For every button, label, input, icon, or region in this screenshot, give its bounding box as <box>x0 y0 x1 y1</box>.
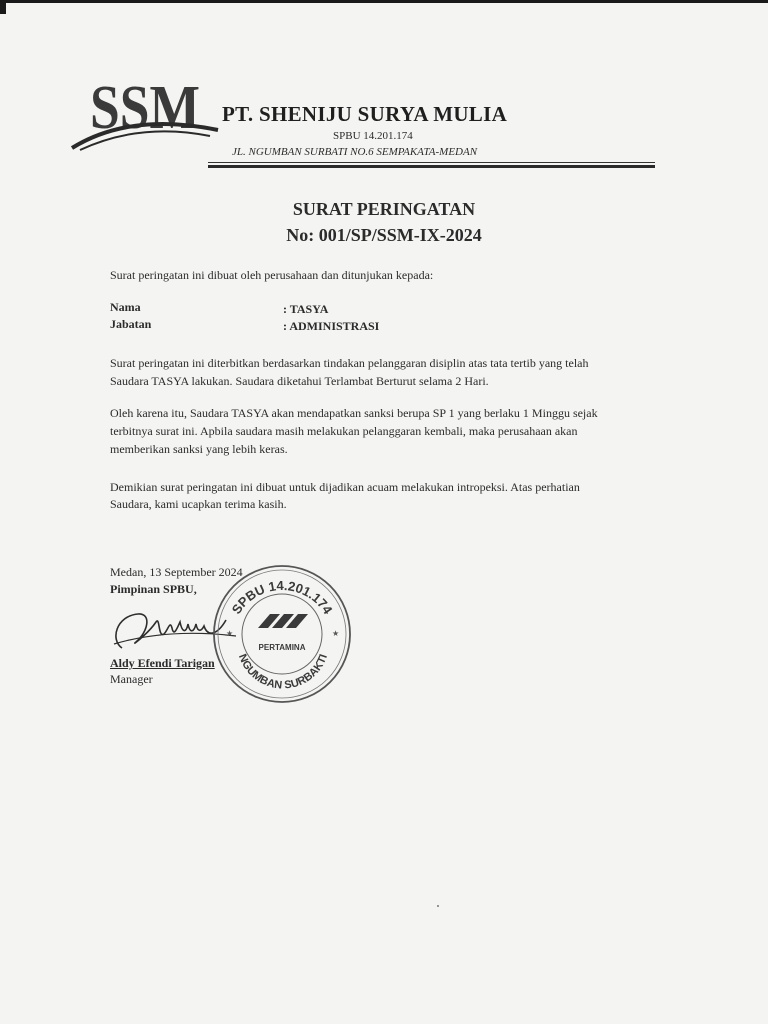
paragraph-violation-line1: Surat peringatan ini diterbitkan berdasarkan tindakan pelanggaran disiplin atas tata tertib yang telah <box>110 356 589 370</box>
company-logo <box>70 70 220 155</box>
paragraph-closing-line2: Saudara, kami ucapkan terima kasih. <box>110 497 287 511</box>
company-stamp <box>210 562 355 707</box>
letter-title: SURAT PERINGATAN <box>292 199 476 219</box>
name-label: Nama <box>110 300 141 314</box>
signer-role: Pimpinan SPBU, <box>110 582 197 596</box>
scan-mark <box>0 0 6 14</box>
stamp-star-left: ★ <box>226 629 234 638</box>
position-value: : ADMINISTRASI <box>283 319 380 333</box>
position-label: Jabatan <box>110 317 152 331</box>
paragraph-sanction-line3: memberikan sanksi yang lebih keras. <box>110 442 288 456</box>
paragraph-sanction-line2: terbitnya surat ini. Apbila saudara masih melakukan pelanggaran kembali, maka perusahaan akan <box>110 424 578 438</box>
place-date: Medan, 13 September 2024 <box>110 565 243 579</box>
paragraph-closing-line1: Demikian surat peringatan ini dibuat untuk dijadikan acuam melakukan intropeksi. Atas perhatian <box>110 480 580 494</box>
logo-lettering: SSM <box>90 74 200 142</box>
scan-speck <box>437 905 439 907</box>
paragraph-violation-line2: Saudara TASYA lakukan. Saudara diketahui Terlambat Berturut selama 2 Hari. <box>110 374 489 388</box>
intro-text: Surat peringatan ini dibuat oleh perusahaan dan ditunjukan kepada: <box>110 268 434 282</box>
company-address: JL. NGUMBAN SURBATI NO.6 SEMPAKATA-MEDAN <box>232 146 478 158</box>
stamp-star-right: ★ <box>332 629 340 638</box>
pertamina-logo-icon <box>258 614 308 628</box>
company-name: PT. SHENIJU SURYA MULIA <box>222 102 508 126</box>
spbu-number: SPBU 14.201.174 <box>333 130 413 142</box>
signer-name: Aldy Efendi Tarigan <box>110 656 215 670</box>
signer-title: Manager <box>110 672 153 686</box>
letter-number: No: 001/SP/SSM-IX-2024 <box>286 225 482 245</box>
stamp-top-text: SPBU 14.201.174 <box>228 577 336 617</box>
stamp-bottom-text: NGUMBAN SURBAKTI <box>236 652 330 692</box>
header-rule-thick <box>208 165 655 168</box>
stamp-brand: PERTAMINA <box>258 643 306 652</box>
scan-edge <box>0 0 768 3</box>
header-rule-thin <box>208 162 655 163</box>
paragraph-sanction-line1: Oleh karena itu, Saudara TASYA akan mendapatkan sanksi berupa SP 1 yang berlaku 1 Minggu sejak <box>110 406 598 420</box>
name-value: : TASYA <box>283 302 329 316</box>
